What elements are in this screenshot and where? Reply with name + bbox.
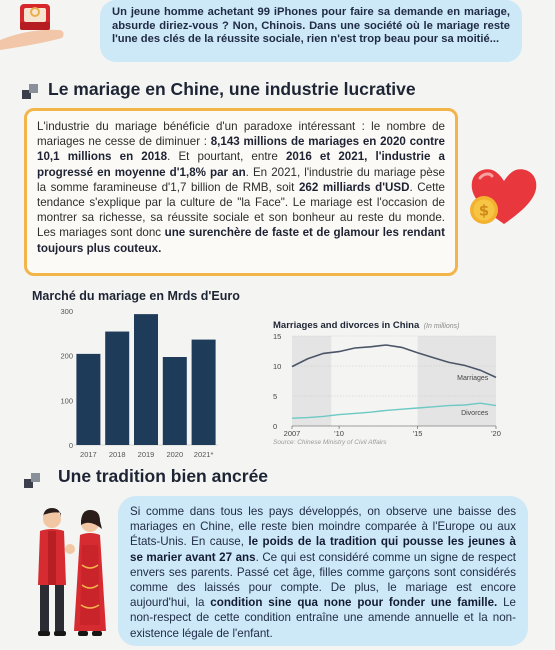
line-x-tick: '15 <box>412 429 423 438</box>
industry-bold-4: une surenchère de faste et de glamour les rendant toujours plus couteux. <box>37 226 445 255</box>
wedding-couple-illustration <box>30 505 115 645</box>
intro-text: Un jeune homme achetant 99 iPhones pour faire sa demande en mariage, absurde diriez-vous ? Non, Chinois. Dans une société où le mariage reste l'une des clés de la réussite sociale, rien n'est trop beau pour sa moitié... <box>112 6 510 46</box>
shaded-region <box>292 336 331 426</box>
bar-y-tick: 300 <box>60 307 73 316</box>
industry-panel <box>24 108 458 276</box>
bar <box>76 354 100 445</box>
bar-x-tick: 2020 <box>166 450 184 459</box>
tradition-text-2: . Ce qui est considéré comme un signe de respect envers ses parents. Passé cet âge, filles comme garçons sont considérés comme des laissés pour compte. De plus, le mariage est encore aujourd'hui, la <box>130 550 517 610</box>
industry-text-3: . En 2021, l'industrie du mariage pèse la somme faramineuse d'1,7 billion de RMB, soit <box>37 165 445 194</box>
bar-x-tick: 2021* <box>193 450 214 459</box>
section2-title: Une tradition bien ancrée <box>58 466 269 486</box>
ring-box-icon <box>0 0 72 52</box>
tradition-text-3: Le non-respect de cette condition entraîne une amende annuelle et la non-existence légale de l'enfant. <box>130 596 516 640</box>
bar-chart <box>0 300 270 465</box>
line-y-tick: 5 <box>273 392 278 401</box>
bar-x-tick: 2018 <box>108 450 126 459</box>
series-label: Marriages <box>457 375 489 383</box>
bar <box>105 332 129 445</box>
industry-bold-3: 262 milliards d'USD <box>298 180 410 194</box>
line-x-tick: '20 <box>491 429 501 438</box>
series-label: Divorces <box>461 410 489 418</box>
line-y-tick: 10 <box>273 362 282 371</box>
tradition-bold-1: le poids de la tradition qui pousse les jeunes à se marier avant 27 ans <box>130 535 516 564</box>
bar-chart-title: Marché du mariage en Mrds d'Euro <box>32 289 240 303</box>
line-y-tick: 0 <box>273 422 278 431</box>
bar-y-tick: 200 <box>60 351 73 361</box>
bar <box>192 340 216 445</box>
line-chart-source: Source: Chinese Ministry of Civil Affairs <box>273 439 387 446</box>
section-bullet-icon <box>22 84 38 100</box>
bar-y-tick: 0 <box>68 441 73 450</box>
industry-bold-2: 2016 et 2021, l'industrie a progressé en moyenne d'1,8% par an <box>37 150 446 179</box>
svg-text:$: $ <box>478 201 490 220</box>
line-y-tick: 15 <box>273 332 282 341</box>
tradition-text-1: Si comme dans tous les pays développés, on observe une baisse des mariages en Chine, elle reste bien moindre comparée à l'Europe ou aux États-Unis. En cause, <box>130 505 516 549</box>
line-x-tick: '10 <box>334 429 344 438</box>
bar-x-tick: 2019 <box>137 450 155 459</box>
industry-bold-1: 8,143 millions de mariages en 2020 contre 10,1 millions en 2018 <box>37 135 445 164</box>
industry-text-1: L'industrie du mariage bénéficie d'un paradoxe intéressant : le nombre de mariages ne cesse de diminuer : <box>37 120 445 149</box>
industry-text-2: . Et pourtant, entre <box>167 150 286 164</box>
section1-title: Le mariage en Chine, une industrie lucrative <box>48 79 416 99</box>
intro-bubble <box>100 0 522 62</box>
bar-y-tick: 100 <box>60 396 73 406</box>
bar-x-tick: 2017 <box>80 450 97 459</box>
section-bullet-icon <box>24 473 40 489</box>
bar <box>163 357 187 445</box>
line-chart <box>268 328 508 438</box>
industry-text-4: . Cette tendance s'explique par la culture de "la Face". Le mariage est l'occasion de montrer sa richesse, sa réussite sociale et son bonheur au reste du monde. Les mariages sont donc <box>37 180 445 240</box>
line-chart-title: Marriages and divorces in China <box>273 320 420 331</box>
line-chart-subtitle: (In millions) <box>423 323 460 330</box>
tradition-panel <box>118 496 528 646</box>
tradition-bold-2: condition sine qua none pour fonder une famille. <box>210 596 498 610</box>
heart-coin-icon <box>468 164 540 230</box>
line-x-tick: 2007 <box>283 429 301 438</box>
bar <box>134 314 158 445</box>
